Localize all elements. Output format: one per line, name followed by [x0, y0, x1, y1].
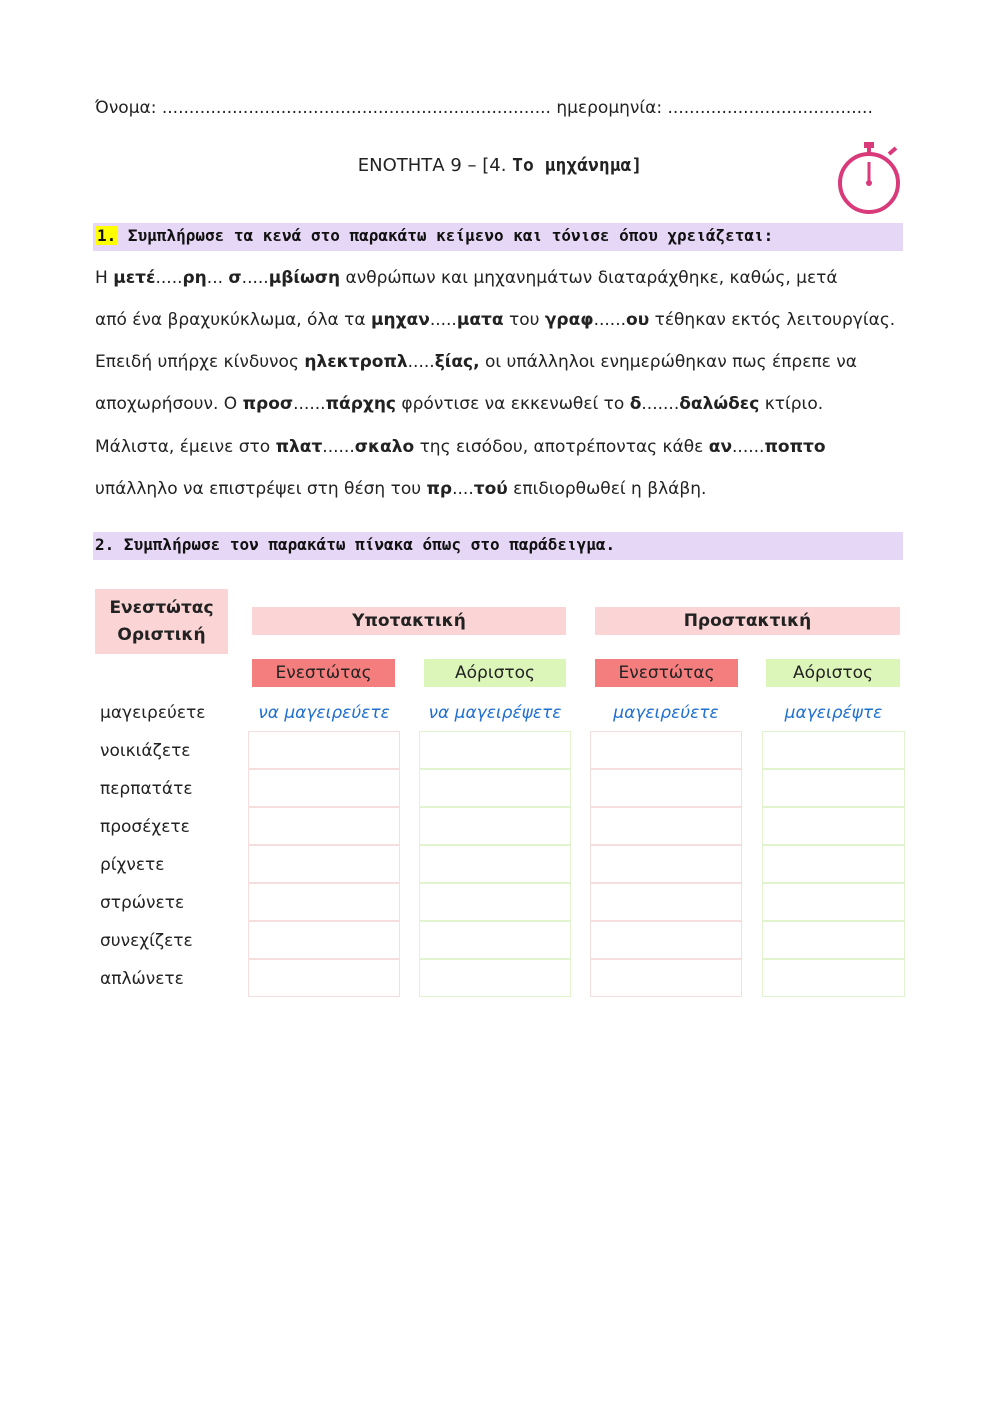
text-segment: φρόντισε να εκκενωθεί το: [396, 394, 630, 414]
word-fragment: ηλεκτροπλ: [304, 352, 408, 372]
text-segment: Μάλιστα, έμεινε στο: [95, 437, 276, 457]
title-bold: Το μηχάνημα]: [512, 155, 643, 176]
verb-label: ρίχνετε: [100, 855, 165, 875]
example-answer-imp-present: μαγειρεύετε: [613, 703, 719, 723]
answer-cell-imp-aorist[interactable]: [762, 807, 905, 845]
text-segment: ανθρώπων και μηχανημάτων διαταράχθηκε, καθώς, μετά: [340, 268, 838, 288]
answer-cell-subj-present[interactable]: [248, 921, 400, 959]
header-present-indicative: [95, 589, 228, 654]
text-segment: .......: [641, 394, 680, 414]
word-fragment: πρ: [426, 479, 453, 499]
word-fragment: ρη: [182, 268, 207, 288]
answer-cell-subj-aorist[interactable]: [419, 769, 571, 807]
answer-cell-subj-present[interactable]: [248, 731, 400, 769]
text-segment: τέθηκαν εκτός λειτουργίας.: [649, 310, 896, 330]
header-subjunctive: Υποτακτική: [252, 607, 566, 635]
word-fragment: μηχαν: [370, 310, 430, 330]
example-verb: μαγειρεύετε: [100, 703, 206, 723]
answer-cell-subj-aorist[interactable]: [419, 959, 571, 997]
verb-label: περπατάτε: [100, 779, 193, 799]
word-fragment: ματα: [456, 310, 504, 330]
word-fragment: ποπτο: [764, 437, 826, 457]
text-segment: υπάλληλο να επιστρέψει στη θέση του: [95, 479, 427, 499]
verb-label: απλώνετε: [100, 969, 184, 989]
header-imperative: Προστακτική: [595, 607, 900, 635]
word-fragment: τού: [473, 479, 508, 499]
answer-cell-imp-aorist[interactable]: [762, 959, 905, 997]
answer-cell-subj-present[interactable]: [248, 959, 400, 997]
text-segment: .....: [407, 352, 435, 372]
word-fragment: δαλώδες: [679, 394, 760, 414]
exercise1-instruction: Συμπλήρωσε τα κενά στο παρακάτω κείμενο και τόνισε όπου χρειάζεται:: [127, 226, 774, 245]
subheader-subj-aorist: Αόριστος: [424, 659, 566, 687]
header-line: [95, 98, 873, 118]
text-segment: ....: [452, 479, 474, 499]
answer-cell-imp-aorist[interactable]: [762, 883, 905, 921]
exercise2-instruction-band: [93, 532, 903, 560]
example-answer-imp-aorist: μαγειρέψτε: [784, 703, 883, 723]
answer-cell-subj-aorist[interactable]: [419, 883, 571, 921]
verb-label: νοικιάζετε: [100, 741, 191, 761]
answer-cell-imp-present[interactable]: [590, 845, 742, 883]
verb-label: προσέχετε: [100, 817, 190, 837]
example-answer-subj-aorist: να μαγειρέψετε: [428, 703, 562, 723]
word-fragment: σ: [228, 268, 242, 288]
answer-cell-subj-aorist[interactable]: [419, 845, 571, 883]
text-segment: αποχωρήσουν. Ο: [95, 394, 243, 414]
subheader-imp-aorist: Αόριστος: [766, 659, 900, 687]
answer-cell-subj-present[interactable]: [248, 883, 400, 921]
answer-cell-imp-present[interactable]: [590, 769, 742, 807]
text-segment: ......: [732, 437, 765, 457]
answer-cell-subj-aorist[interactable]: [419, 807, 571, 845]
verb-label: συνεχίζετε: [100, 931, 193, 951]
date-label: ημερομηνία:: [556, 98, 663, 118]
answer-cell-imp-present[interactable]: [590, 807, 742, 845]
title-prefix: ΕΝΟΤΗΤΑ 9 – [4.: [357, 155, 507, 176]
word-fragment: ξίας,: [434, 352, 480, 372]
answer-cell-imp-present[interactable]: [590, 921, 742, 959]
name-field[interactable]: ........................................................................: [161, 98, 551, 118]
text-segment: του: [503, 310, 545, 330]
answer-cell-imp-aorist[interactable]: [762, 845, 905, 883]
date-field[interactable]: ......................................: [667, 98, 873, 118]
paragraph-line: [95, 479, 706, 499]
word-fragment: ου: [626, 310, 650, 330]
answer-cell-subj-aorist[interactable]: [419, 921, 571, 959]
text-segment: οι υπάλληλοι ενημερώθηκαν πως έπρεπε να: [479, 352, 857, 372]
exercise1-instruction-band: [93, 223, 903, 251]
header-present-indicative-line1: Ενεστώτας: [109, 598, 214, 618]
answer-cell-subj-present[interactable]: [248, 769, 400, 807]
word-fragment: αν: [708, 437, 733, 457]
answer-cell-imp-aorist[interactable]: [762, 769, 905, 807]
answer-cell-subj-present[interactable]: [248, 845, 400, 883]
answer-cell-imp-present[interactable]: [590, 959, 742, 997]
verb-label: στρώνετε: [100, 893, 185, 913]
paragraph-line: [95, 268, 838, 288]
paragraph-line: [95, 352, 857, 372]
exercise1-number: 1.: [97, 226, 117, 245]
answer-cell-subj-present[interactable]: [248, 807, 400, 845]
subheader-imp-present: Ενεστώτας: [595, 659, 738, 687]
word-fragment: γραφ: [544, 310, 594, 330]
text-segment: Η: [95, 268, 114, 288]
paragraph-line: [95, 310, 895, 330]
word-fragment: σκαλο: [354, 437, 415, 457]
answer-cell-subj-aorist[interactable]: [419, 731, 571, 769]
word-fragment: μβίωση: [268, 268, 341, 288]
header-present-indicative-line2: Οριστική: [117, 625, 206, 645]
text-segment: .....: [429, 310, 457, 330]
text-segment: κτίριο.: [759, 394, 824, 414]
text-segment: της εισόδου, αποτρέποντας κάθε: [414, 437, 709, 457]
name-label: Όνομα:: [95, 98, 157, 118]
answer-cell-imp-present[interactable]: [590, 883, 742, 921]
text-segment: ......: [593, 310, 627, 330]
stopwatch-icon: [834, 140, 906, 216]
example-answer-subj-present: να μαγειρεύετε: [258, 703, 390, 723]
answer-cell-imp-aorist[interactable]: [762, 921, 905, 959]
text-segment: ......: [293, 394, 326, 414]
paragraph-line: [95, 437, 826, 457]
word-fragment: προσ: [242, 394, 294, 414]
text-segment: από ένα βραχυκύκλωμα, όλα τα: [95, 310, 371, 330]
word-fragment: μετέ: [113, 268, 156, 288]
paragraph-line: [95, 394, 823, 414]
subheader-subj-present: Ενεστώτας: [252, 659, 395, 687]
word-fragment: πάρχης: [325, 394, 397, 414]
text-segment: Επειδή υπήρχε κίνδυνος: [95, 352, 305, 372]
text-segment: .....: [241, 268, 269, 288]
text-segment: επιδιορθωθεί η βλάβη.: [507, 479, 707, 499]
text-segment: ...: [206, 268, 229, 288]
text-segment: ......: [322, 437, 355, 457]
answer-cell-imp-present[interactable]: [590, 731, 742, 769]
exercise2-instruction: 2. Συμπλήρωσε τον παρακάτω πίνακα όπως στο παράδειγμα.: [95, 535, 616, 554]
answer-cell-imp-aorist[interactable]: [762, 731, 905, 769]
word-fragment: πλατ: [275, 437, 323, 457]
text-segment: .....: [155, 268, 183, 288]
word-fragment: δ: [629, 394, 642, 414]
